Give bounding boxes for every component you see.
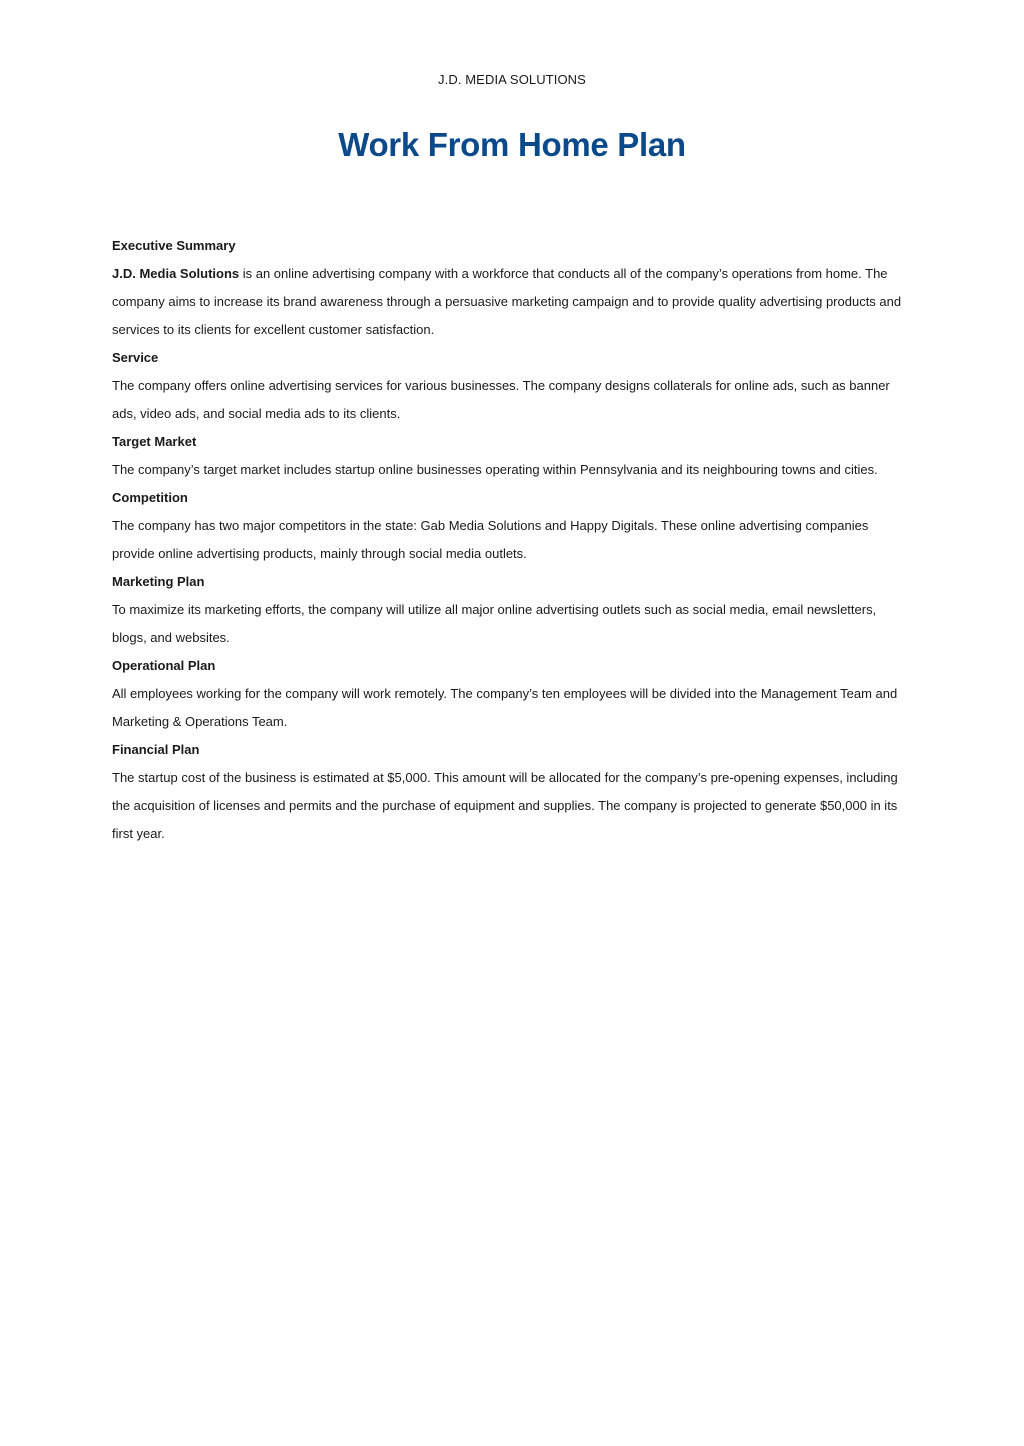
- section-heading-financial-plan: Financial Plan: [112, 742, 200, 757]
- section-heading-operational-plan: Operational Plan: [112, 658, 216, 673]
- section-body-competition: The company has two major competitors in the state: Gab Media Solutions and Happy Digitals. These online advertising companies provide online advertising products, mainly through social media outlets.: [112, 518, 869, 561]
- section-body-service: The company offers online advertising services for various businesses. The company designs collaterals for online ads, such as banner ads, video ads, and social media ads to its clients.: [112, 378, 890, 421]
- section-body-target-market: The company’s target market includes startup online businesses operating within Pennsylvania and its neighbouring towns and cities.: [112, 462, 878, 477]
- section-body-financial-plan: The startup cost of the business is estimated at $5,000. This amount will be allocated for the company’s pre-opening expenses, including the acquisition of licenses and permits and the purchase of equipment and supplies. The company is projected to generate $50,000 in its first year.: [112, 770, 898, 841]
- section-body-marketing-plan: To maximize its marketing efforts, the company will utilize all major online advertising outlets such as social media, email newsletters, blogs, and websites.: [112, 602, 877, 645]
- section-heading-competition: Competition: [112, 490, 188, 505]
- document-body: [112, 232, 912, 848]
- section-heading-target-market: Target Market: [112, 434, 197, 449]
- company-lead-name: J.D. Media Solutions: [112, 266, 240, 281]
- section-body-operational-plan: All employees working for the company will work remotely. The company’s ten employees will be divided into the Management Team and Marketing & Operations Team.: [112, 686, 898, 729]
- section-heading-executive-summary: Executive Summary: [112, 238, 236, 253]
- company-name: J.D. MEDIA SOLUTIONS: [438, 72, 586, 87]
- section-body-executive-summary: [112, 260, 912, 344]
- section-heading-marketing-plan: Marketing Plan: [112, 574, 205, 589]
- section-heading-service: Service: [112, 350, 159, 365]
- executive-summary-text: is an online advertising company with a workforce that conducts all of the company’s operations from home. The company aims to increase its brand awareness through a persuasive marketing campaign and to provide quality advertising products and services to its clients for excellent customer satisfaction.: [112, 266, 902, 337]
- document-title: Work From Home Plan: [338, 126, 686, 163]
